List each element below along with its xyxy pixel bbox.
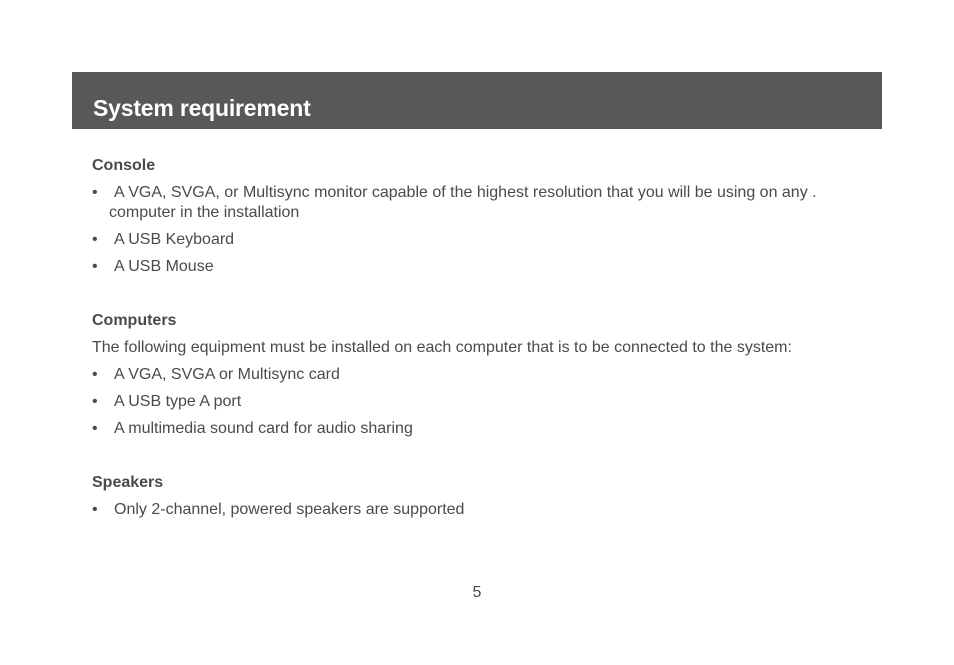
page-number: 5 <box>472 584 482 601</box>
list-item <box>92 392 852 412</box>
bullet-icon: • <box>92 393 98 410</box>
list-item-text: A VGA, SVGA or Multisync card <box>114 366 340 383</box>
list-item-text-continued: computer in the installation <box>109 204 300 221</box>
bullet-icon: • <box>92 258 98 275</box>
list-item <box>92 257 852 277</box>
list-item <box>92 500 852 520</box>
list-item-text: A VGA, SVGA, or Multisync monitor capable of the highest resolution that you will be using on any . <box>114 184 817 201</box>
list-item <box>92 230 852 250</box>
bullet-icon: • <box>92 366 98 383</box>
bullet-icon: • <box>92 184 98 201</box>
bullet-icon: • <box>92 231 98 248</box>
computers-intro: The following equipment must be installed on each computer that is to be connected to the system: <box>92 339 792 356</box>
list-item <box>92 419 852 439</box>
list-item-text: A multimedia sound card for audio sharing <box>114 420 413 437</box>
bullet-icon: • <box>92 420 98 437</box>
list-item-text: A USB Mouse <box>114 258 214 275</box>
list-item <box>92 365 852 385</box>
console-heading: Console <box>92 157 156 174</box>
bullet-icon: • <box>92 501 98 518</box>
list-item-text: A USB Keyboard <box>114 231 235 248</box>
computers-heading: Computers <box>92 312 177 329</box>
list-item-text: Only 2-channel, powered speakers are supported <box>114 501 465 518</box>
section-header-bar <box>72 72 882 129</box>
list-item <box>92 183 852 223</box>
list-item-text: A USB type A port <box>114 393 242 410</box>
speakers-heading: Speakers <box>92 474 164 491</box>
page-title: System requirement <box>93 95 311 121</box>
